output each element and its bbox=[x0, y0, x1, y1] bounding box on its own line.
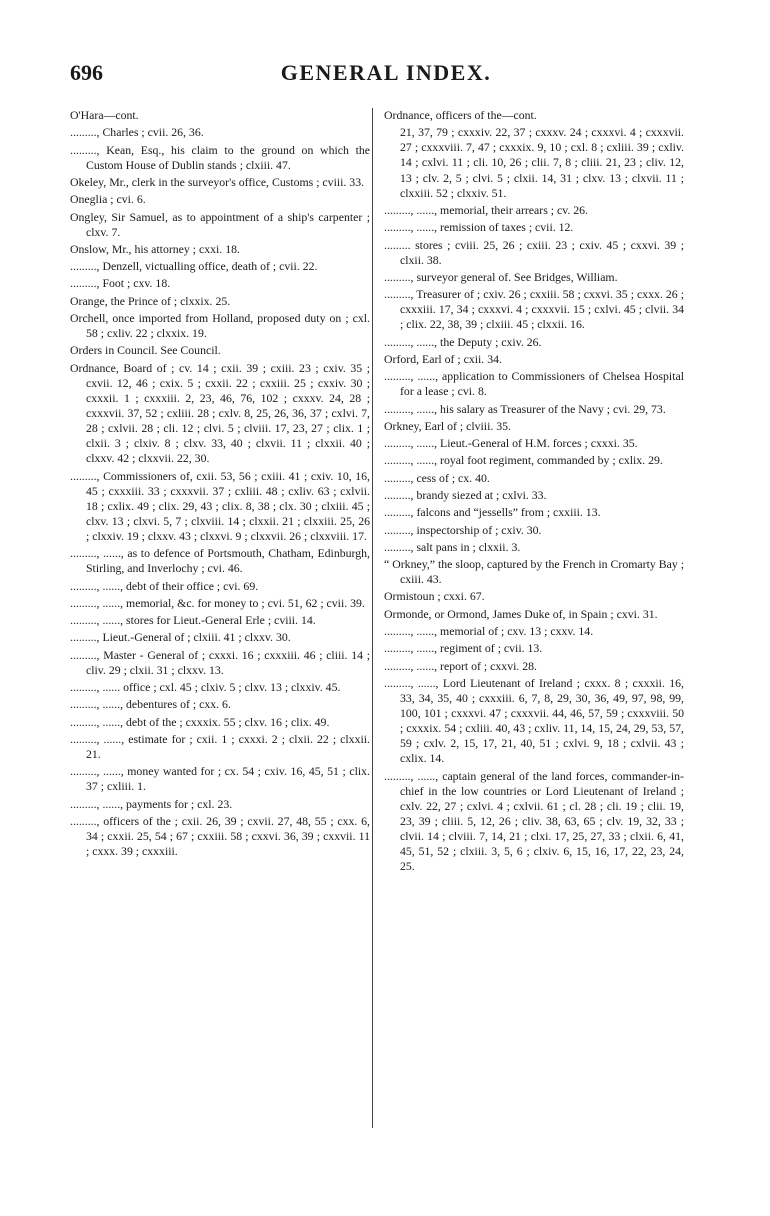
index-entry: ........., Kean, Esq., his claim to the ground on which the Custom House of Dublin stands ; clxiii. 47. bbox=[70, 142, 370, 172]
index-entry: ........., Lieut.-General of ; clxiii. 41 ; clxxv. 30. bbox=[70, 630, 291, 645]
index-entry: ........., brandy siezed at ; cxlvi. 33. bbox=[384, 487, 547, 502]
index-entry: ........., ......, estimate for ; cxii. 1 ; cxxxi. 2 ; clxii. 22 ; clxxii. 21. bbox=[70, 731, 370, 761]
index-entry: ........., Charles ; cvii. 26, 36. bbox=[70, 125, 204, 140]
index-entry: ........., ......, money wanted for ; cx. 54 ; cxiv. 16, 45, 51 ; clix. 37 ; cxliii. 1. bbox=[70, 764, 370, 794]
index-entry: ........., ......, as to defence of Portsmouth, Chatham, Edinburgh, Stirling, and Inverlochy ; cvi. 46. bbox=[70, 546, 370, 576]
index-entry: Orchell, once imported from Holland, proposed duty on ; cxl. 58 ; cxliv. 22 ; clxxix. 19. bbox=[70, 311, 370, 341]
index-column-right bbox=[384, 108, 684, 876]
index-entry: ........., ......, payments for ; cxl. 23. bbox=[70, 796, 233, 811]
index-entry: ........., ......, Lord Lieutenant of Ireland ; cxxx. 8 ; cxxxii. 16, 33, 34, 35, 40 ; cxxxiii. 6, 7, 8, 29, 30, 36, 49, 97, 98, 99, 100, 101 ; cxxxvi. 47 ; cxxxvii. 44, 46, 57, 59 ; cxxxviii. 50 ; cxxxix. 54 ; cxliii. 40, 43 ; cxliv. 11, 14, 15, 24, 29, 53, 57, 59 ; cxlv. 2, 15, 17, 21, 40, 51 ; cxlvi. 9, 18 ; cxlvii. 43 ; cxlix. 14. bbox=[384, 675, 684, 766]
index-entry: ........., ......, captain general of the land forces, commander-in-chief in the low countries or Lord Lieutenant of Ireland ; cxlv. 22, 27 ; cxlvi. 4 ; cxlvii. 61 ; cl. 28 ; cli. 19 ; clii. 19, 23, 39 ; cliii. 5, 12, 26 ; cliv. 38, 63, 65 ; clv. 19, 32, 33 ; clvii. 14 ; clviii. 7, 14, 21 ; clxi. 17, 25, 27, 33 ; clxii. 6, 41, 45, 51, 52 ; clxiii. 3, 5, 6 ; clxiv. 6, 15, 16, 17, 22, 23, 24, 25. bbox=[384, 768, 684, 874]
index-entry: Ordnance, officers of the—cont. bbox=[384, 108, 537, 122]
index-entry: ........., Master - General of ; cxxxi. 16 ; cxxxiii. 46 ; cliii. 14 ; cliv. 29 ; clxii. 31 ; clxxv. 13. bbox=[70, 647, 370, 677]
index-entry: Ongley, Sir Samuel, as to appointment of a ship's carpenter ; clxv. 7. bbox=[70, 209, 370, 239]
running-title: GENERAL INDEX. bbox=[280, 60, 492, 85]
index-column-left bbox=[70, 108, 370, 861]
index-entry: ......... stores ; cviii. 25, 26 ; cxiii. 23 ; cxiv. 45 ; cxxvi. 39 ; clxii. 38. bbox=[384, 237, 684, 267]
index-entry: ........., Denzell, victualling office, death of ; cvii. 22. bbox=[70, 259, 318, 274]
index-entry: ........., ......, his salary as Treasurer of the Navy ; cvi. 29, 73. bbox=[384, 401, 666, 416]
index-entry: ........., ......, memorial, &c. for money to ; cvi. 51, 62 ; cvii. 39. bbox=[70, 595, 365, 610]
index-entry: ........., cess of ; cx. 40. bbox=[384, 470, 490, 485]
index-entry: ........., ......, royal foot regiment, commanded by ; cxlix. 29. bbox=[384, 453, 663, 468]
index-entry: Orders in Council. See Council. bbox=[70, 343, 221, 358]
index-entry: Onslow, Mr., his attorney ; cxxi. 18. bbox=[70, 241, 240, 256]
index-entry: ........., ......, the Deputy ; cxiv. 26. bbox=[384, 334, 542, 349]
index-entry: ........., surveyor general of. See Bridges, William. bbox=[384, 269, 618, 284]
index-entry: Orkney, Earl of ; clviii. 35. bbox=[384, 418, 512, 433]
index-entry: ........., Commissioners of, cxii. 53, 56 ; cxiii. 41 ; cxiv. 10, 16, 45 ; cxxxiii. 33 ; cxxxvii. 37 ; cxliii. 48 ; cxliv. 63 ; cxlvii. 18 ; cxlix. 49 ; clix. 29, 43 ; clix. 8, 38 ; clx. 30 ; clxiii. 45 ; clxv. 13 ; clxvi. 5, 7 ; clxviii. 14 ; clxxii. 21 ; clxxiii. 25, 26 ; clxxiv. 19 ; clxxv. 43 ; clxxvi. 9 ; clxxvii. 26 ; clxxviii. 17. bbox=[70, 468, 370, 543]
index-entry: “ Orkney,” the sloop, captured by the French in Cromarty Bay ; cxiii. 43. bbox=[384, 557, 684, 587]
index-entry: Okeley, Mr., clerk in the surveyor's office, Customs ; cviii. 33. bbox=[70, 174, 365, 189]
index-entry: ........., ......, memorial, their arrears ; cv. 26. bbox=[384, 202, 588, 217]
index-entry: ........., ......, debt of the ; cxxxix. 55 ; clxv. 16 ; clix. 49. bbox=[70, 714, 330, 729]
index-entry: Ormonde, or Ormond, James Duke of, in Spain ; cxvi. 31. bbox=[384, 606, 658, 621]
index-entry: ........., officers of the ; cxii. 26, 39 ; cxvii. 27, 48, 55 ; cxx. 6, 34 ; cxxii. 25, 54 ; 67 ; cxxiii. 58 ; cxxvi. 36, 39 ; cxxvii. 11 ; cxxx. 39 ; cxxxiii. bbox=[70, 813, 370, 859]
page-number: 696 bbox=[70, 60, 103, 85]
column-divider bbox=[372, 108, 373, 1128]
index-entry: ........., ......, regiment of ; cvii. 13. bbox=[384, 641, 543, 656]
index-entry: Ormistoun ; cxxi. 67. bbox=[384, 589, 485, 604]
index-entry: ........., ......, debentures of ; cxx. 6. bbox=[70, 697, 231, 712]
index-entry: ........., inspectorship of ; cxiv. 30. bbox=[384, 522, 542, 537]
index-entry: ........., salt pans in ; clxxii. 3. bbox=[384, 539, 521, 554]
index-entry: ........., ......, memorial of ; cxv. 13 ; cxxv. 14. bbox=[384, 624, 594, 639]
index-entry: Ordnance, Board of ; cv. 14 ; cxii. 39 ; cxiii. 23 ; cxiv. 35 ; cxvii. 12, 46 ; cxix. 5 ; cxxii. 22 ; cxxiii. 25 ; cxxiv. 30 ; cxxxii. 1 ; cxxxiii. 2, 23, 46, 76, 102 ; cxxxv. 24, 28 ; cxxxvii. 37, 52 ; cxliii. 28 ; cxlv. 8, 25, 26, 36, 37 ; cxlvi. 7, 28 ; cxlvii. 28 ; cli. 12 ; clvi. 5 ; clviii. 17, 23, 27 ; clix. 1 ; clxii. 3 ; clxiv. 8 ; clxv. 33, 40 ; clxvii. 11 ; clxxii. 40 ; clxxv. 42 ; clxxvii. 22, 30. bbox=[70, 360, 370, 466]
index-entry: O'Hara—cont. bbox=[70, 108, 139, 122]
index-entry: ........., ......, application to Commissioners of Chelsea Hospital for a lease ; cvi. 8. bbox=[384, 369, 684, 399]
index-entry: ........., Treasurer of ; cxiv. 26 ; cxxiii. 58 ; cxxvi. 35 ; cxxx. 26 ; cxxxiii. 17, 34 ; cxxxvi. 4 ; cxxxvii. 15 ; cxlvi. 45 ; clvii. 34 ; clix. 22, 38, 39 ; clxiii. 45 ; clxxii. 16. bbox=[384, 287, 684, 332]
index-entry: ........., ......, remission of taxes ; cvii. 12. bbox=[384, 220, 574, 235]
index-entry: Oneglia ; cvi. 6. bbox=[70, 192, 146, 207]
index-entry: 21, 37, 79 ; cxxxiv. 22, 37 ; cxxxv. 24 ; cxxxvi. 4 ; cxxxvii. 27 ; cxxxviii. 7, 47 ; cxxxix. 9, 10 ; cxl. 8 ; cxliii. 39 ; cxliv. 14 ; cxlvi. 11 ; cli. 10, 26 ; clii. 7, 8 ; cliii. 21, 23 ; cliv. 12, 13 ; clv. 2, 5 ; clvi. 5 ; clxii. 14, 31 ; clxv. 13 ; clxvii. 11 ; clxxiii. 52 ; clxxiv. 51. bbox=[400, 125, 684, 200]
index-entry: ........., ...... office ; cxl. 45 ; clxiv. 5 ; clxv. 13 ; clxxiv. 45. bbox=[70, 680, 341, 695]
index-entry: ........., ......, debt of their office ; cvi. 69. bbox=[70, 578, 259, 593]
page-header bbox=[70, 60, 702, 100]
index-entry: ........., Foot ; cxv. 18. bbox=[70, 276, 171, 291]
index-entry: Orange, the Prince of ; clxxix. 25. bbox=[70, 293, 231, 308]
index-entry: ........., ......, report of ; cxxvi. 28. bbox=[384, 658, 538, 673]
index-entry: ........., falcons and “jessells” from ; cxxiii. 13. bbox=[384, 505, 601, 520]
index-entry: Orford, Earl of ; cxii. 34. bbox=[384, 351, 502, 366]
index-entry: ........., ......, Lieut.-General of H.M. forces ; cxxxi. 35. bbox=[384, 436, 638, 451]
index-entry: ........., ......, stores for Lieut.-General Erle ; cviii. 14. bbox=[70, 613, 316, 628]
